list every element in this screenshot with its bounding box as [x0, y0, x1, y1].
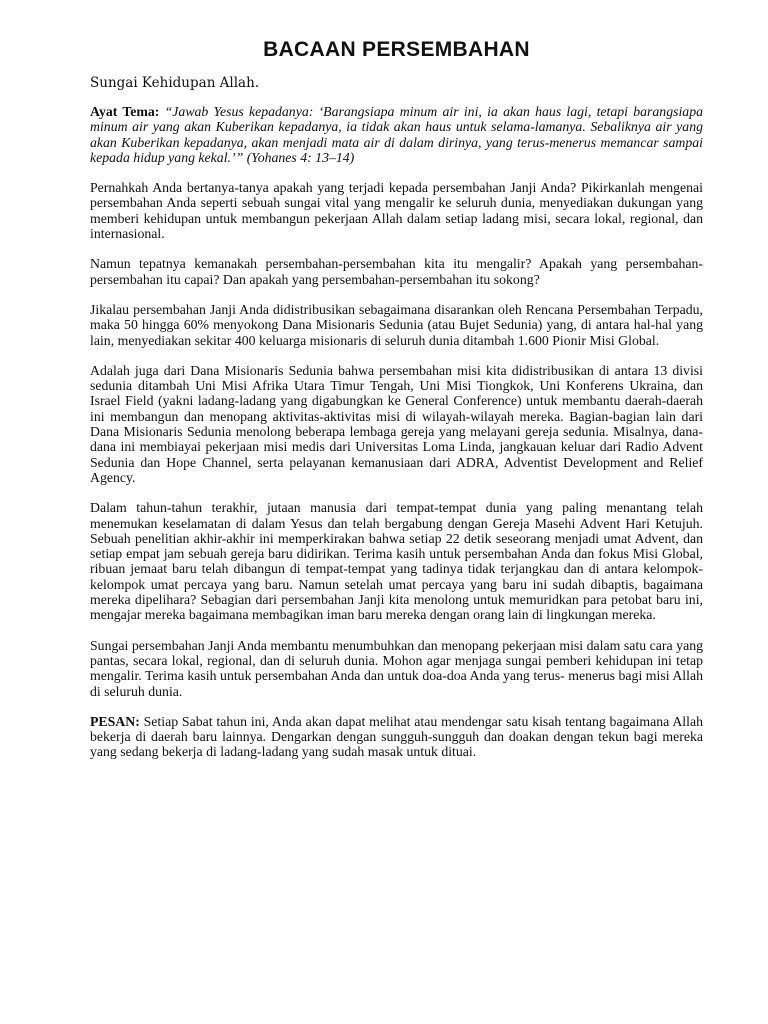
message-paragraph: [90, 714, 703, 760]
document-subtitle: Sungai Kehidupan Allah.: [90, 75, 260, 91]
theme-quote: “Jawab Yesus kepadanya: ‘Barangsiapa minum air ini, ia akan haus lagi, tetapi barangsiapa minum air yang akan Kuberikan kepadanya, ia tidak akan haus untuk selama-lamanya. Sebaliknya air yang akan Kuberikan kepadanya, akan menjadi mata air di dalam dirinya, yang terus-menerus memancar sampai kepada hidup yang kekal.’” (Yohanes 4: 13–14): [90, 104, 704, 165]
message-label: PESAN:: [90, 713, 140, 729]
message-text: Setiap Sabat tahun ini, Anda akan dapat melihat atau mendengar satu kisah tentang bagaimana Allah bekerja di daerah baru lainnya. Dengarkan dengan sungguh-sungguh dan doakan dengan tekun bagi mereka yang sedang bekerja di ladang-ladang yang sudah masak untuk dituai.: [90, 713, 703, 760]
theme-verse: [90, 104, 703, 165]
paragraph-5: Dalam tahun-tahun terakhir, jutaan manusia dari tempat-tempat dunia yang paling menantang telah menemukan keselamatan di dalam Yesus dan telah bergabung dengan Gereja Masehi Advent Hari Ketujuh. Sebuah penelitian akhir-akhir ini memperkirakan bahwa setiap 22 detik seseorang menjadi umat Advent, dan setiap empat jam sebuah gereja baru didirikan. Terima kasih untuk persembahan Anda dan fokus Misi Global, ribuan jemaat baru telah dibangun di tempat-tempat yang tadinya tidak terjangkau dan di antara kelompok-kelompok umat percaya yang baru. Namun setelah umat percaya yang baru ini sudah dibaptis, bagaimana mereka dipelihara? Sebagian dari persembahan Janji kita menolong untuk memuridkan para petobat baru ini, mengajar mereka bagaimana membagikan iman baru mereka dengan orang lain di lingkungan mereka.: [90, 500, 703, 623]
paragraph-2: Namun tepatnya kemanakah persembahan-persembahan kita itu mengalir? Apakah yang persembahan- persembahan itu capai? Dan apakah yang persembahan-persembahan itu sokong?: [90, 256, 703, 287]
document-page: [90, 38, 703, 775]
paragraph-1: Pernahkah Anda bertanya-tanya apakah yang terjadi kepada persembahan Janji Anda? Pikirkanlah mengenai persembahan Anda seperti sebuah sungai vital yang mengalir ke seluruh dunia, menyediakan dukungan yang memberi kehidupan untuk membangun pekerjaan Allah dalam setiap ladang misi, secara lokal, regional, dan internasional.: [90, 180, 703, 242]
theme-label: Ayat Tema:: [90, 104, 160, 119]
document-title: BACAAN PERSEMBAHAN: [263, 38, 530, 61]
paragraph-3: Jikalau persembahan Janji Anda didistribusikan sebagaimana disarankan oleh Rencana Persembahan Terpadu, maka 50 hingga 60% menyokong Dana Misionaris Sedunia (atau Bujet Sedunia) yang, di antara hal-hal yang lain, menyediakan sekitar 400 keluarga misionaris di seluruh dunia ditambah 1.600 Pionir Misi Global.: [90, 301, 703, 348]
paragraph-4: Adalah juga dari Dana Misionaris Sedunia bahwa persembahan misi kita didistribusikan di antara 13 divisi sedunia ditambah Uni Misi Afrika Utara Timur Tengah, Uni Misi Tiongkok, Uni Konferens Ukraina, dan Israel Field (yakni ladang-ladang yang digabungkan ke General Conference) untuk membantu daerah-daerah ini membangun dan menopang aktivitas-aktivitas misi di wilayah-wilayah mereka. Bagian-bagian lain dari Dana Misionaris Sedunia menolong beberapa lembaga gereja yang melayani gereja sedunia. Misalnya, dana-dana ini membiayai pekerjaan misi medis dari Universitas Loma Linda, jangkauan keluar dari Radio Advent Sedunia dan Hope Channel, serta pelayanan kemanusiaan dari ADRA, Adventist Development and Relief Agency.: [90, 362, 703, 485]
paragraph-6: Sungai persembahan Janji Anda membantu menumbuhkan dan menopang pekerjaan misi dalam satu cara yang pantas, secara lokal, regional, dan di seluruh dunia. Mohon agar menjaga sungai pemberi kehidupan ini tetap mengalir. Terima kasih untuk persembahan Anda dan untuk doa-doa Anda yang terus- menerus bagi misi Allah di seluruh dunia.: [90, 637, 703, 699]
